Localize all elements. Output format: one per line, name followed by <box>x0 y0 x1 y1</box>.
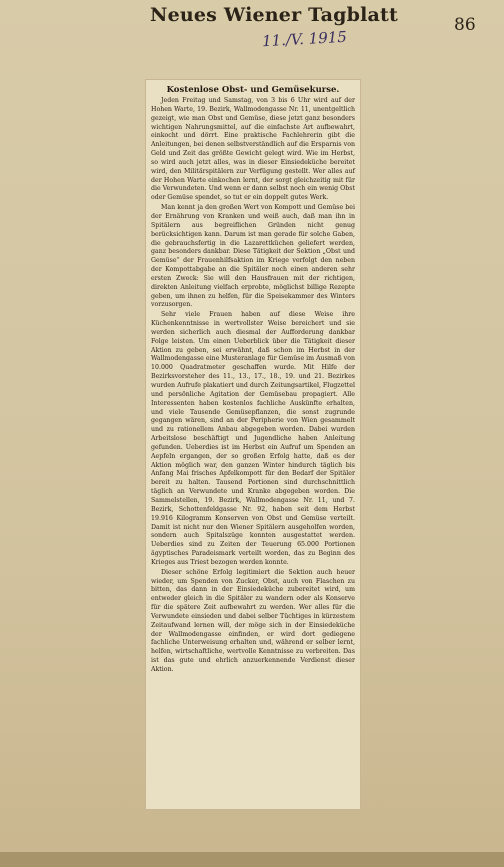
sheet-bottom-edge <box>0 852 504 867</box>
article-paragraph: Man kennt ja den großen Wert von Kompott und Gemüse bei der Ernährung von Kranken und weiß auch, daß man ihn in Spitälern aus begreiflichen Gründen nicht genug berücksichtigen kann. Darum ist man gerade für solche Gaben, die gebrauchsfertig in die Lazarettküchen geliefert werden, ganz besonders dankbar. Diese Tätigkeit der Sektion „Obst und Gemüse“ der Frauenhilfsaktion im Kriege verfolgt den neben der Kompottabgabe an die Spitäler noch einen anderen sehr ersten Zweck: Sie will den Hausfrauen mit der richtigen, direkten Anleitung vielfach erprobte, möglichst billige Rezepte geben, um ihnen zu helfen, für die Speisekammer des Winters vorzusorgen. <box>151 204 355 309</box>
newspaper-title: Neues Wiener Tagblatt <box>150 4 398 26</box>
article-headline: Kostenlose Obst- und Gemüsekurse. <box>166 85 340 95</box>
newspaper-clipping <box>146 80 360 809</box>
article-paragraph: Sehr viele Frauen haben auf diese Weise ihre Küchenkenntnisse in wertvollster Weise bereichert und sie werden sicherlich auch diesmal der Aufforderung dankbar Folge leisten. Um einen Ueberblick über die Tätigkeit dieser Aktion zu geben, sei erwähnt, daß schon im Herbst in der Wallmodengasse eine Musteranlage für Gemüse im Ausmaß von 10.000 Quadratmeter geschaffen wurde. Mit Hilfe der Bezirksvorsteher des 11., 13., 17., 18., 19. und 21. Bezirkes wurden Aufrufe plakatiert und durch Zeitungsartikel, Flugzettel und persönliche Agitation der Gemüsebau propagiert. Alle Interessenten haben kostenlos fachliche Auskünfte erhalten, und viele Tausende Gemüsepflanzen, die sonst zugrunde gegangen wären, sind an der Peripherie von Wien gesammelt und zu rationellem Anbau abgegeben worden. Dabei wurden Arbeitslose beschäftigt und Jugendliche haben Anleitung gefunden. Ueberdies ist im Herbst ein Aufruf um Spenden an Aepfeln ergangen, der so großen Erfolg hatte, daß es der Aktion möglich war, den ganzen Winter hindurch täglich bis Anfang Mai frisches Apfelkompott für den Bedarf der Spitäler bereit zu halten. Tausend Portionen sind durchschnittlich täglich an Verwundete und Kranke abgegeben worden. Die Sammelstellen, 19. Bezirk, Wallmodengasse Nr. 11, und 7. Bezirk, Schottenfeldgasse Nr. 92, haben seit dem Herbst 19.916 Kilogramm Konserven von Obst und Gemüse verteilt. Damit ist nicht nur den Wiener Spitälern ausgeholfen worden, sondern auch Spitalszüge konnten ausgestattet werden. Ueberdies sind zu Zeiten der Teuerung 65.000 Portionen ägyptisches Paradeismark verteilt worden, das zu Beginn des Krieges aus Triest bezogen werden konnte. <box>151 311 356 566</box>
page-number: 86 <box>454 15 476 35</box>
article-paragraph: Jeden Freitag und Samstag, von 3 bis 6 Uhr wird auf der Hohen Warte, 19. Bezirk, Wallmodengasse Nr. 11, unentgeltlich gezeigt, wie man Obst und Gemüse, diese jetzt ganz besonders wichtigen Nahrungsmittel, auf die einfachste Art aufbewahrt, einkocht und dörrt. Eine praktische Fachlehrerin gibt die Anleitungen, bei denen selbstverständlich auf die Ersparnis von Geld und Zeit das größte Gewicht gelegt wird. Wie im Herbst, so wird auch jetzt alles, was in dieser Einsiedeküche bereitet wird, den Militärspitälern zur Verfügung gestellt. Wer alles auf der Hohen Warte einkochen lernt, der sorgt gleichzeitig mit für die Verwundeten. Und wenn er dann selbst noch ein wenig Obst oder Gemüse spendet, so tut er ein doppelt gutes Werk. <box>151 97 355 202</box>
handwritten-date: 11./V. 1915 <box>261 27 348 51</box>
article-paragraph: Dieser schöne Erfolg legitimiert die Sektion auch heuer wieder, um Spenden von Zucker, Obst, auch von Flaschen zu bitten, das dann in der Einsiedeküche zubereitet wird, um entweder gleich in die Spitäler zu wandern oder als Konserve für die spätere Zeit aufbewahrt zu werden. Wer alles für die Verwundete einsieden und dabei selber Tüchtiges in kürzestem Zeitaufwand lernen will, der möge sich in der Einsiedeküche der Wallmodengasse einfinden, er wird dort gediegene fachliche Unterweisung erhalten und, während er selber lernt, helfen, wirtschaftliche, wertvolle Kenntnisse zu verbreiten. Das ist das gute und ehrlich anzuerkennende Verdienst dieser Aktion. <box>151 568 355 673</box>
article-body <box>151 97 355 675</box>
